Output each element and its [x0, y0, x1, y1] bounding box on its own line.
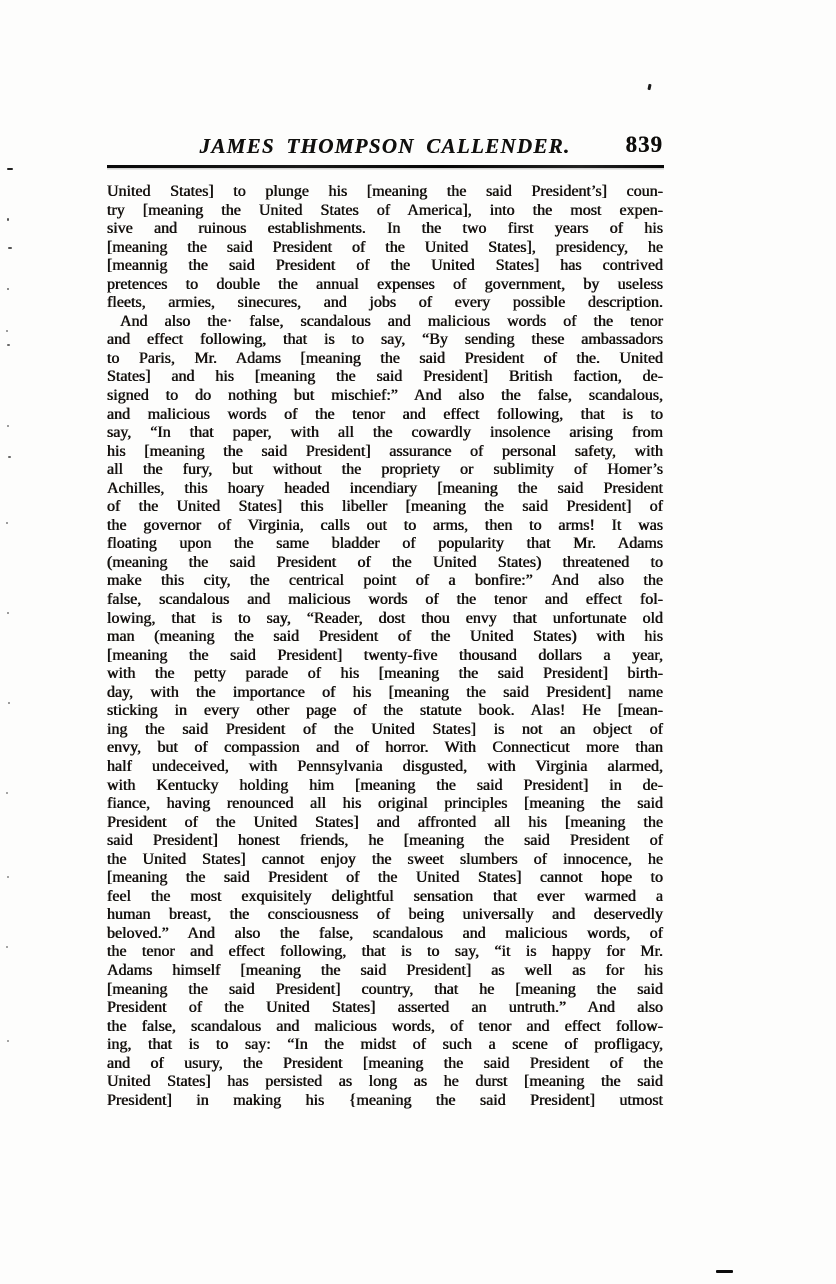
- text-line: said President] honest friends, he [meaning the said President of: [107, 832, 663, 850]
- text-line: [meaning the said President of the United States], presidency, he: [107, 238, 663, 256]
- text-line: [meaning the said President of the United States] cannot hope to: [107, 869, 663, 887]
- text-line: half undeceived, with Pennsylvania disgusted, with Virginia alarmed,: [107, 757, 663, 775]
- text-line: to Paris, Mr. Adams [meaning the said President of the. United: [107, 349, 663, 367]
- text-line: man (meaning the said President of the United States) with his: [107, 628, 663, 646]
- running-header: [107, 131, 663, 161]
- scan-speck: [7, 612, 9, 614]
- text-line: false, scandalous and malicious words of the tenor and effect fol-: [107, 591, 663, 609]
- text-line: floating upon the same bladder of popularity that Mr. Adams: [107, 535, 663, 553]
- text-line: lowing, that is to say, “Reader, dost thou envy that unfortunate old: [107, 609, 663, 627]
- text-line: make this city, the centrical point of a bonfire:” And also the: [107, 572, 663, 590]
- scan-speck: [7, 1040, 9, 1042]
- text-line: beloved.” And also the false, scandalous and malicious words, of: [107, 924, 663, 942]
- text-line: the governor of Virginia, calls out to arms, then to arms! It was: [107, 516, 663, 534]
- page-title: JAMES THOMPSON CALLENDER.: [199, 134, 571, 158]
- header-rule: [107, 165, 664, 168]
- text-line: the tenor and effect following, that is to say, “it is happy for Mr.: [107, 943, 663, 961]
- scan-speck: [6, 330, 8, 332]
- scan-speck: [7, 168, 13, 170]
- text-line: sticking in every other page of the statute book. Alas! He [mean-: [107, 702, 663, 720]
- text-line: States] and his [meaning the said President] British faction, de-: [107, 368, 663, 386]
- text-line: ing the said President of the United States] is not an object of: [107, 720, 663, 738]
- text-line: and of usury, the President [meaning the said President of the: [107, 1054, 663, 1072]
- scan-speck: [8, 702, 10, 704]
- text-line: [meaning the said President] twenty-five thousand dollars a year,: [107, 646, 663, 664]
- text-line: United States] has persisted as long as he durst [meaning the said: [107, 1073, 663, 1091]
- text-line: President] in making his {meaning the said President] utmost: [107, 1091, 663, 1109]
- page-number: 839: [625, 132, 663, 157]
- scan-speck: [8, 456, 11, 458]
- text-line: (meaning the said President of the United States) threatened to: [107, 553, 663, 571]
- text-line: the false, scandalous and malicious words, of tenor and effect follow-: [107, 1017, 663, 1035]
- text-line: President of the United States] and affronted all his [meaning the: [107, 813, 663, 831]
- text-line: day, with the importance of his [meaning the said President] name: [107, 683, 663, 701]
- text-line: fiance, having renounced all his original principles [meaning the said: [107, 795, 663, 813]
- text-line: envy, but of compassion and of horror. With Connecticut more than: [107, 739, 663, 757]
- text-line: his [meaning the said President] assurance of personal safety, with: [107, 442, 663, 460]
- text-line: Achilles, this hoary headed incendiary [meaning the said President: [107, 479, 663, 497]
- scan-speck: [6, 522, 8, 524]
- page-body: [107, 183, 663, 1110]
- scan-speck: [647, 84, 651, 90]
- text-line: President of the United States] asserted an untruth.” And also: [107, 999, 663, 1017]
- text-line: sive and ruinous establishments. In the two first years of his: [107, 220, 663, 238]
- scan-speck: [7, 288, 9, 290]
- text-line: [meannig the said President of the United States] has contrived: [107, 257, 663, 275]
- text-line: fleets, armies, sinecures, and jobs of every possible description.: [107, 294, 663, 312]
- text-line: feel the most exquisitely delightful sensation that ever warmed a: [107, 887, 663, 905]
- text-line: the United States] cannot enjoy the sweet slumbers of innocence, he: [107, 850, 663, 868]
- text-line: try [meaning the United States of America], into the most expen-: [107, 201, 663, 219]
- text-line: United States] to plunge his [meaning the said President’s] coun-: [107, 183, 663, 200]
- scan-speck: [7, 876, 9, 878]
- text-line: all the fury, but without the propriety or sublimity of Homer’s: [107, 461, 663, 479]
- text-line: and malicious words of the tenor and effect following, that is to: [107, 405, 663, 423]
- text-line: with the petty parade of his [meaning the said President] birth-: [107, 665, 663, 683]
- text-line: ing, that is to say: “In the midst of such a scene of profligacy,: [107, 1036, 663, 1054]
- scan-speck: [7, 425, 9, 427]
- scan-speck: [8, 247, 12, 249]
- text-line: signed to do nothing but mischief:” And also the false, scandalous,: [107, 387, 663, 405]
- text-line: and effect following, that is to say, “By sending these ambassadors: [107, 331, 663, 349]
- text-line: Adams himself [meaning the said President] as well as for his: [107, 961, 663, 979]
- scan-speck: [6, 946, 8, 948]
- text-line: of the United States] this libeller [meaning the said President] of: [107, 498, 663, 516]
- text-line: [meaning the said President] country, that he [meaning the said: [107, 980, 663, 998]
- text-line: And also the· false, scandalous and malicious words of the tenor: [120, 312, 663, 330]
- scan-speck: [7, 344, 10, 346]
- scan-speck: [6, 792, 8, 794]
- scan-speck: [7, 218, 9, 221]
- scan-mark-bottom: [716, 1270, 733, 1273]
- text-line: human breast, the consciousness of being universally and deservedly: [107, 906, 663, 924]
- text-line: say, “In that paper, with all the cowardly insolence arising from: [107, 424, 663, 442]
- text-line: pretences to double the annual expenses of government, by useless: [107, 275, 663, 293]
- text-line: with Kentucky holding him [meaning the said President] in de-: [107, 776, 663, 794]
